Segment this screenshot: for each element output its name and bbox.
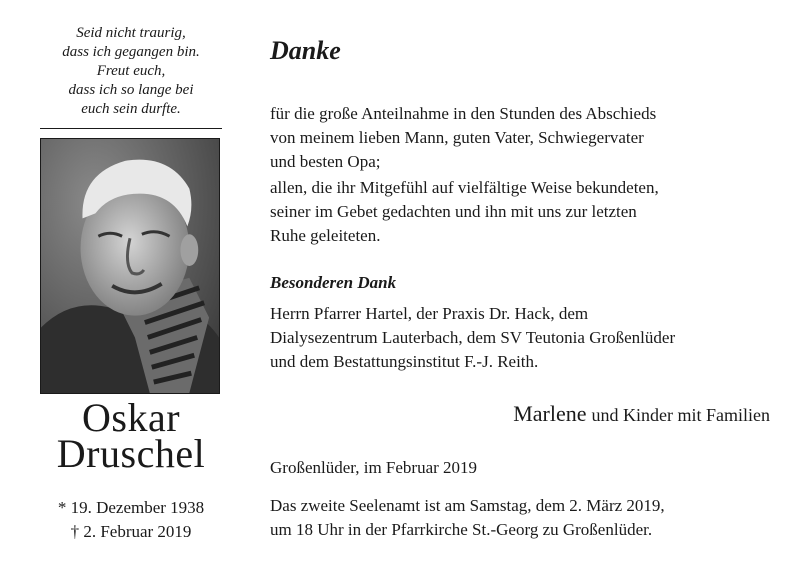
poem-line: euch sein durfte. [81,101,181,117]
special-thanks-paragraph [270,302,770,374]
deceased-name [40,395,222,476]
text-line: und besten Opa; [270,152,381,171]
signoff-family: und Kinder mit Familien [591,405,770,425]
text-line: um 18 Uhr in der Pfarrkirche St.-Georg zu Großenlüder. [270,520,653,539]
text-line: Dialysezentrum Lauterbach, dem SV Teutonia Großenlüder [270,328,676,347]
last-name: Druschel [56,431,206,476]
thanks-paragraph-2 [270,176,770,248]
portrait-image [41,139,219,393]
memorial-poem [40,24,222,119]
poem-line: dass ich so lange bei [68,82,194,98]
poem-line: dass ich gegangen bin. [62,44,200,60]
signoff-name: Marlene [513,401,587,426]
text-line: Herrn Pfarrer Hartel, der Praxis Dr. Hack, dem [270,304,589,323]
text-line: Ruhe geleiteten. [270,226,381,245]
text-line: von meinem lieben Mann, guten Vater, Schwiegervater [270,128,644,147]
poem-line: Seid nicht traurig, [76,25,186,41]
text-line: und dem Bestattungsinstitut F.-J. Reith. [270,352,539,371]
poem-line: Freut euch, [96,63,166,79]
thanks-heading: Danke [270,36,341,65]
family-signoff [513,400,770,429]
birth-date: * 19. Dezember 1938 [57,498,205,517]
poem-divider [40,128,222,129]
portrait-photo [40,138,220,394]
text-line: allen, die ihr Mitgefühl auf vielfältige Weise bekundeten, [270,178,659,197]
first-name: Oskar [81,395,181,440]
special-thanks-heading: Besonderen Dank [270,273,397,292]
text-line: Das zweite Seelenamt ist am Samstag, dem 2. März 2019, [270,496,665,515]
text-line: für die große Anteilnahme in den Stunden des Abschieds [270,104,657,123]
death-date: † 2. Februar 2019 [70,522,192,541]
place-and-date [270,456,770,480]
requiem-notice [270,494,770,542]
life-dates [40,496,222,544]
text-line: seiner im Gebet gedachten und ihn mit uns zur letzten [270,202,637,221]
text-line: Großenlüder, im Februar 2019 [270,458,478,477]
thanks-paragraph-1 [270,102,770,174]
